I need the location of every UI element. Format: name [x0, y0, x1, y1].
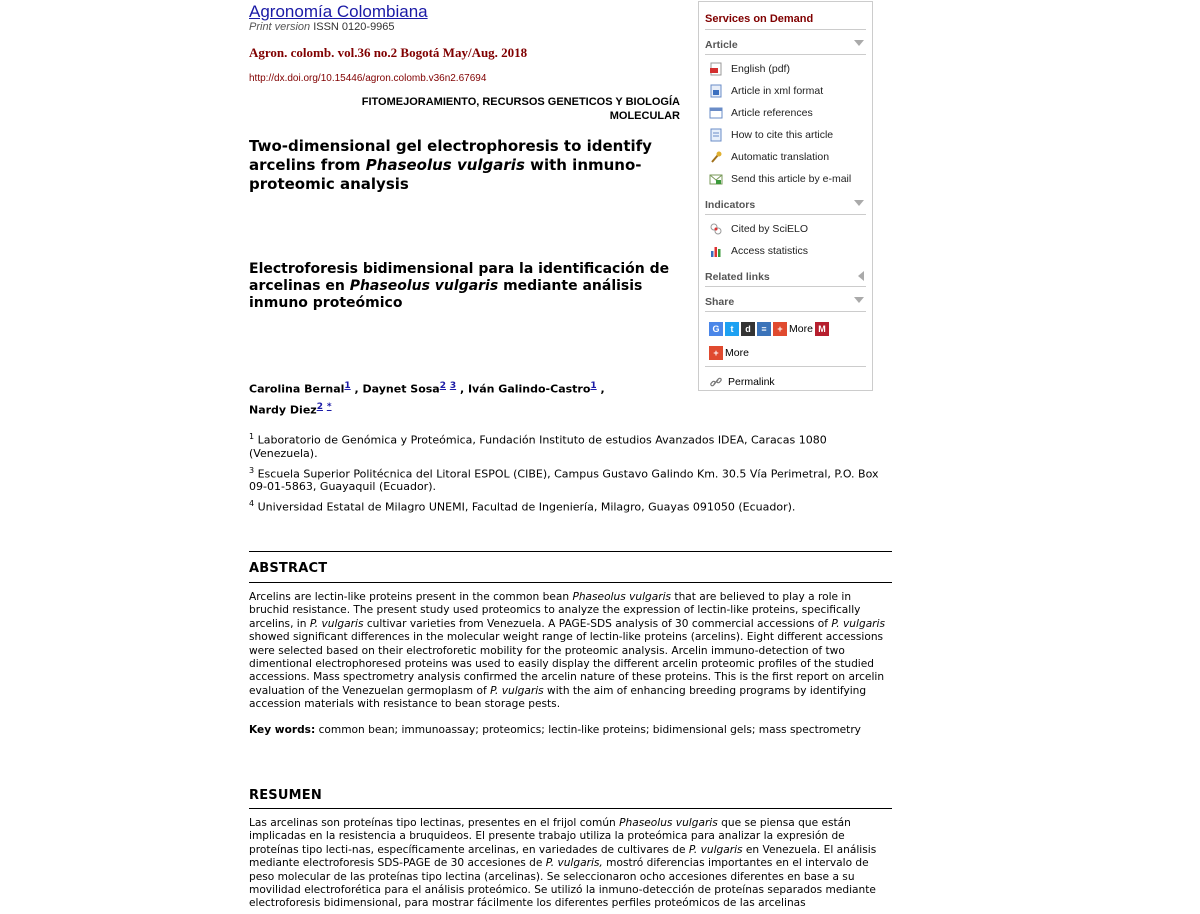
- group-related-label: Related links: [705, 271, 770, 283]
- sidebar-item-label: Send this article by e-mail: [731, 173, 852, 185]
- translation-icon: [709, 150, 723, 164]
- affiliation-number: 3: [249, 465, 255, 475]
- pdf-icon: [709, 62, 723, 76]
- title-es-text: Electroforesis bidimensional para la identificación de arcelinas en: [249, 261, 670, 294]
- chevron-down-icon: [854, 40, 864, 46]
- sidebar-item-references[interactable]: [705, 102, 866, 124]
- affiliation-item: [249, 464, 892, 494]
- affiliation-text: Escuela Superior Politécnica del Litoral ESPOL (CIBE), Campus Gustavo Galindo Km. 30.5 Vía Perimetral, P.O. Box 09-01-5863, Guayaquil (Ecuador).: [249, 467, 879, 494]
- group-indicators-label: Indicators: [705, 199, 756, 211]
- affiliation-ref-link[interactable]: 1: [590, 381, 597, 391]
- author-name: Carolina Bernal: [249, 382, 345, 396]
- more-share-label: More: [725, 347, 749, 359]
- permalink-link[interactable]: [705, 367, 866, 389]
- cite-icon: [709, 128, 723, 142]
- group-article[interactable]: [705, 30, 866, 55]
- affiliation-text: Laboratorio de Genómica y Proteómica, Fundación Instituto de estudios Avanzados IDEA, Caracas 1080 (Venezuela).: [249, 433, 827, 460]
- group-share-label: Share: [705, 296, 735, 308]
- resumen-heading: RESUMEN: [249, 788, 322, 803]
- services-title: Services on Demand: [705, 2, 866, 30]
- plus-icon: +: [709, 346, 723, 360]
- cited-icon: [709, 222, 723, 236]
- xml-icon: [709, 84, 723, 98]
- title-english: [249, 137, 689, 194]
- affiliation-number: 4: [249, 499, 255, 509]
- title-spanish: [249, 261, 689, 312]
- article-section: [289, 95, 680, 123]
- group-article-label: Article: [705, 39, 738, 51]
- journal-title-link[interactable]: Agronomía Colombiana: [249, 2, 428, 21]
- affiliation-item: [249, 497, 892, 514]
- species-name: P. vulgaris: [688, 843, 743, 856]
- share-buttons: [705, 312, 866, 336]
- abstract-heading: ABSTRACT: [249, 561, 328, 576]
- author-separator: ,: [350, 382, 363, 396]
- text-segment: cultivar varieties from Venezuela. A PAGE-SDS analysis of 30 commercial accessions of: [363, 617, 832, 630]
- text-segment: en Venezuela. El análisis mediante electroforesis SDS-PAGE de 30 accesiones de: [249, 843, 877, 870]
- statistics-icon: [709, 244, 723, 258]
- title-es-species: Phaseolus vulgaris: [349, 278, 499, 294]
- sidebar-item-cited[interactable]: [705, 218, 866, 240]
- group-indicators[interactable]: [705, 190, 866, 215]
- keywords-text: common bean; immunoassay; proteomics; lectin-like proteins; bidimensional gels; mass spectrometry: [315, 724, 861, 736]
- text-segment: que se piensa que están implicadas en la resistencia a bruquideos. El presente trabajo utiliza la proteómica para analizar la expresión de proteínas tipo lecti-nas, específicamente arcelinas, en variedades de cultivares de: [249, 817, 851, 856]
- divider: [249, 551, 892, 552]
- title-en-text: Two-dimensional gel electrophoresis to identify arcelins from: [249, 137, 652, 174]
- sidebar-item-pdf[interactable]: [705, 58, 866, 80]
- plus-share-icon[interactable]: +: [773, 322, 787, 336]
- species-name: P. vulgaris: [831, 617, 885, 630]
- sidebar-item-label: How to cite this article: [731, 129, 834, 141]
- species-name: P. vulgaris: [490, 684, 544, 697]
- section-line-1: FITOMEJORAMIENTO, RECURSOS GENETICOS Y BIOLOGÍA: [361, 96, 680, 108]
- twitter-share-icon[interactable]: t: [725, 322, 739, 336]
- group-share[interactable]: [705, 287, 866, 312]
- keywords: [249, 723, 892, 737]
- affiliation-text: Universidad Estatal de Milagro UNEMI, Facultad de Ingeniería, Milagro, Guayas 091050 (Ecuador).: [254, 500, 796, 514]
- divider: [249, 808, 892, 809]
- sidebar-item-label: English (pdf): [731, 63, 790, 75]
- author-name: Nardy Diez: [249, 403, 317, 417]
- species-name: Phaseolus vulgaris: [619, 817, 718, 829]
- journal-citation: Agron. colomb. vol.36 no.2 Bogotá May/Aug. 2018: [249, 45, 528, 60]
- sidebar-item-translation[interactable]: [705, 146, 866, 168]
- doi-link[interactable]: http://dx.doi.org/10.15446/agron.colomb.v36n2.67694: [249, 73, 487, 84]
- divider: [249, 582, 892, 583]
- sidebar-item-xml[interactable]: [705, 80, 866, 102]
- sidebar-item-label: Article in xml format: [731, 85, 824, 97]
- text-segment: that are believed to play a role in bruchid resistance. The present study used proteomics to analyze the expression of lectin-like proteins, specifically arcelins, in: [249, 591, 861, 630]
- text-segment: Arcelins are lectin-like proteins present in the common bean: [249, 591, 573, 603]
- affiliation-ref-link[interactable]: *: [326, 401, 332, 412]
- permalink-label: Permalink: [728, 376, 775, 388]
- affiliation-list: [249, 430, 892, 518]
- chevron-down-icon: [854, 297, 864, 303]
- title-en-species: Phaseolus vulgaris: [365, 156, 525, 174]
- sidebar-item-email[interactable]: [705, 168, 866, 190]
- title-en-text-end: with inmuno-proteomic analysis: [249, 156, 642, 193]
- title-es-text-end: mediante análisis inmuno proteómico: [249, 278, 643, 311]
- affiliation-item: [249, 430, 892, 460]
- more-share-row[interactable]: [705, 336, 866, 367]
- author-separator: ,: [596, 382, 605, 396]
- affiliation-ref-link[interactable]: 2: [316, 401, 323, 412]
- species-name: Phaseolus vulgaris: [572, 591, 672, 603]
- sidebar-item-label: Article references: [731, 107, 813, 119]
- share-more-link[interactable]: More: [789, 323, 813, 335]
- sidebar-item-label: Cited by SciELO: [731, 223, 809, 235]
- species-name: P. vulgaris: [309, 617, 364, 630]
- sidebar-item-statistics[interactable]: [705, 240, 866, 262]
- issn-line: [249, 21, 395, 33]
- services-sidebar: [698, 1, 873, 391]
- google-share-icon[interactable]: G: [709, 322, 723, 336]
- email-icon: [709, 172, 723, 186]
- affiliation-ref-link[interactable]: 2: [439, 381, 446, 391]
- abstract-text: [249, 591, 892, 712]
- keywords-label: Key words:: [249, 724, 316, 736]
- sidebar-item-cite[interactable]: [705, 124, 866, 146]
- author-name: Iván Galindo-Castro: [467, 382, 591, 396]
- text-segment: with the aim of enhancing breeding programs by identifying accession materials with resistance to bean storage pests.: [249, 684, 867, 711]
- species-name: P. vulgaris,: [545, 857, 603, 870]
- author-separator: ,: [456, 382, 468, 396]
- author-list: [249, 377, 689, 418]
- text-segment: Las arcelinas son proteínas tipo lectinas, presentes en el frijol común: [249, 817, 620, 829]
- issn-number: ISSN 0120-9965: [313, 21, 395, 33]
- text-segment: showed significant differences in the molecular weight range of lectin-like proteins (arcelins). Eight different accessions were selected based on their electroforetic mobility for the proteomic analysis. Arcelin immuno-detection of two dimentional electrophoresed proteins was used to easily display the different arcelin proteomic profiles of the studied accessions. Mass spectrometry analysis confirmed the arcelin nature of these proteins. This is the first report on arcelin evaluation of the Venezuelan germoplasm of: [249, 631, 885, 697]
- author-name: Daynet Sosa: [362, 382, 440, 396]
- affiliation-number: 1: [249, 432, 255, 441]
- delicious-share-icon[interactable]: d: [741, 322, 755, 336]
- text-segment: mostró diferencias importantes en el intervalo de peso molecular de las proteínas tipo lectina (arcelinas). Se seleccionaron ocho accesiones diferentes en base a su movilidad electroforética para el análisis proteómico. Se utilizó la inmuno-detección de proteínas separados mediante electroforesis bidimensional, para mostrar fácilmente los diferentes perfiles proteómicos de las arcelinas: [249, 857, 876, 910]
- group-related-links[interactable]: [705, 262, 866, 287]
- section-line-2: MOLECULAR: [609, 110, 680, 122]
- mendeley-share-icon[interactable]: M: [815, 322, 829, 336]
- link-icon: [709, 375, 723, 389]
- sidebar-item-label: Access statistics: [731, 245, 809, 257]
- affiliation-ref-link[interactable]: 3: [449, 381, 457, 391]
- affiliation-ref-link[interactable]: 1: [344, 381, 351, 391]
- resumen-text: [249, 817, 892, 911]
- chevron-down-icon: [854, 200, 864, 206]
- sidebar-item-label: Automatic translation: [731, 151, 830, 163]
- list-share-icon[interactable]: ≡: [757, 322, 771, 336]
- references-icon: [709, 106, 723, 120]
- print-version-label: Print version: [249, 21, 311, 33]
- chevron-left-icon: [858, 271, 864, 281]
